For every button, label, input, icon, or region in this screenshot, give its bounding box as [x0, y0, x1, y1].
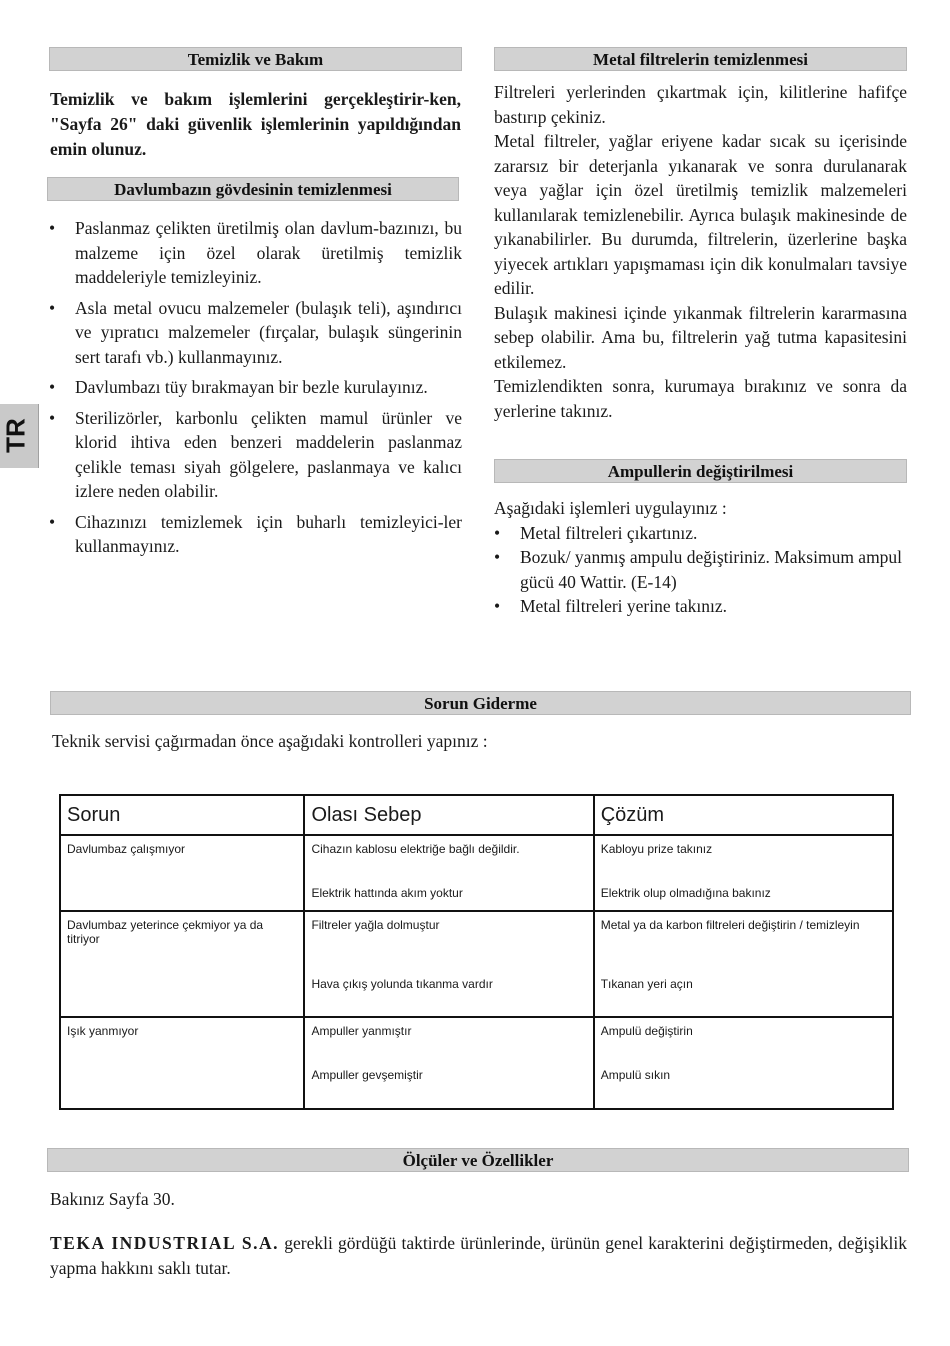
cell-cause: [304, 835, 593, 911]
body-cleaning-list: [49, 216, 462, 565]
paragraph: Temizlendikten sonra, kurumaya bırakınız ve sonra da yerlerine takınız.: [494, 376, 907, 421]
cell-solution: [594, 1017, 893, 1109]
cell-solution: [594, 835, 893, 911]
table-row: [60, 835, 893, 911]
list-item: • Bozuk/ yanmış ampulu değiştiriniz. Maksimum ampul gücü 40 Wattir. (E-14): [494, 545, 907, 594]
table-header-row: [60, 795, 893, 835]
list-item: • Sterilizörler, karbonlu çelikten mamul ürünler ve klorid ihtiva eden benzeri maddelerin paslanmaz çelikle teması siyah gölgelere, paslanmaya ve kalıcı izlere neden olabilir.: [49, 406, 462, 504]
heading-body-cleaning: Davlumbazın gövdesinin temizlenmesi: [47, 177, 459, 201]
cell-problem: [60, 911, 304, 1017]
paragraph: Metal filtreler, yağlar eriyene kadar sıcak su içerisinde zararsız bir deterjanla yıkanarak ve sonra durulanarak veya yağlar için özel üretilmiş temizlik malzemeleri kullanılarak temizlenebilir. Ayrıca bulaşık makinesinde de yıkanabilirler. Bu durumda, filtrelerin, üzerlerine başka yiyecek artıkları yapışmaması için dik konulmaları tavsiye edilir.: [494, 131, 907, 298]
paragraph: Filtreleri yerlerinden çıkartmak için, kilitlerine hafifçe bastırıp çekiniz.: [494, 82, 907, 127]
cause-text: Cihazın kablosu elektriğe bağlı değildir.: [311, 842, 520, 856]
cause-text: Ampuller gevşemiştir: [311, 1068, 423, 1082]
disclaimer-text: gerekli gördüğü taktirde ürünlerinde, ürünün genel karakterini değiştirmeden, değişiklik yapma hakkını saklı tutar.: [50, 1233, 907, 1278]
cell-cause: [304, 1017, 593, 1109]
heading-dimensions-specs: Ölçüler ve Özellikler: [47, 1148, 909, 1172]
list-item: • Metal filtreleri yerine takınız.: [494, 594, 907, 619]
cell-problem: [60, 1017, 304, 1109]
heading-metal-filters: Metal filtrelerin temizlenmesi: [494, 47, 907, 71]
problem-text: Işık yanmıyor: [67, 1024, 139, 1038]
solution-text: Elektrik olup olmadığına bakınız: [600, 886, 771, 900]
cause-text: Ampuller yanmıştır: [311, 1024, 412, 1038]
heading-troubleshooting: Sorun Giderme: [50, 691, 911, 715]
heading-cleaning-maintenance: Temizlik ve Bakım: [49, 47, 462, 71]
list-item: • Paslanmaz çelikten üretilmiş olan davlum-bazınızı, bu malzeme için özel olarak üretilmiş temizlik maddeleriyle temizleyiniz.: [49, 216, 462, 290]
solution-text: Tıkanan yeri açın: [600, 977, 693, 991]
solution-text: Ampulü değiştirin: [600, 1024, 693, 1038]
cause-text: Elektrik hattında akım yoktur: [311, 886, 463, 900]
col-header-solution: Çözüm: [594, 795, 893, 835]
col-header-problem: Sorun: [60, 795, 304, 835]
list-item: • Metal filtreleri çıkartınız.: [494, 521, 907, 546]
cause-text: Filtreler yağla dolmuştur: [311, 918, 440, 932]
company-disclaimer: [50, 1231, 907, 1280]
see-page-note: Bakınız Sayfa 30.: [50, 1189, 175, 1209]
problem-text: Davlumbaz yeterince çekmiyor ya da titriyor: [67, 918, 264, 946]
bulb-lead: Aşağıdaki işlemleri uygulayınız :: [494, 498, 727, 518]
troubleshooting-intro: Teknik servisi çağırmadan önce aşağıdaki kontrolleri yapınız :: [52, 731, 488, 751]
language-tab-label: TR: [0, 418, 31, 453]
table-row: [60, 911, 893, 1017]
bulb-replacement-text: [494, 496, 907, 619]
cell-problem: [60, 835, 304, 911]
intro-safety-note: Temizlik ve bakım işlemlerini gerçekleştirir-ken, "Sayfa 26" daki güvenlik işlemlerinin yapıldığından emin olunuz.: [50, 89, 461, 159]
company-name: TEKA INDUSTRIAL S.A.: [50, 1233, 280, 1253]
paragraph: Bulaşık makinesi içinde yıkanmak filtrelerin kararmasına sebep olabilir. Ama bu, filtrelerin yağ tutma kapasitesini etkilemez.: [494, 302, 907, 372]
metal-filters-text: [494, 80, 907, 423]
solution-text: Kabloyu prize takınız: [600, 842, 713, 856]
col-header-cause: Olası Sebep: [304, 795, 593, 835]
cause-text: Hava çıkış yolunda tıkanma vardır: [311, 977, 493, 991]
solution-text: Metal ya da karbon filtreleri değiştirin / temizleyin: [600, 918, 860, 932]
list-item: • Cihazınızı temizlemek için buharlı temizleyici-ler kullanmayınız.: [49, 510, 462, 559]
table-row: [60, 1017, 893, 1109]
cell-solution: [594, 911, 893, 1017]
cell-cause: [304, 911, 593, 1017]
problem-text: Davlumbaz çalışmıyor: [67, 842, 186, 856]
list-item: • Asla metal ovucu malzemeler (bulaşık teli), aşındırıcı ve yıpratıcı malzemeler (fırçalar, bulaşık süngerinin sert tarafı vb.) kullanmayınız.: [49, 296, 462, 370]
heading-bulb-replacement: Ampullerin değiştirilmesi: [494, 459, 907, 483]
solution-text: Ampulü sıkın: [600, 1068, 671, 1082]
list-item: • Davlumbazı tüy bırakmayan bir bezle kurulayınız.: [49, 375, 462, 400]
troubleshooting-table: [59, 794, 894, 1110]
